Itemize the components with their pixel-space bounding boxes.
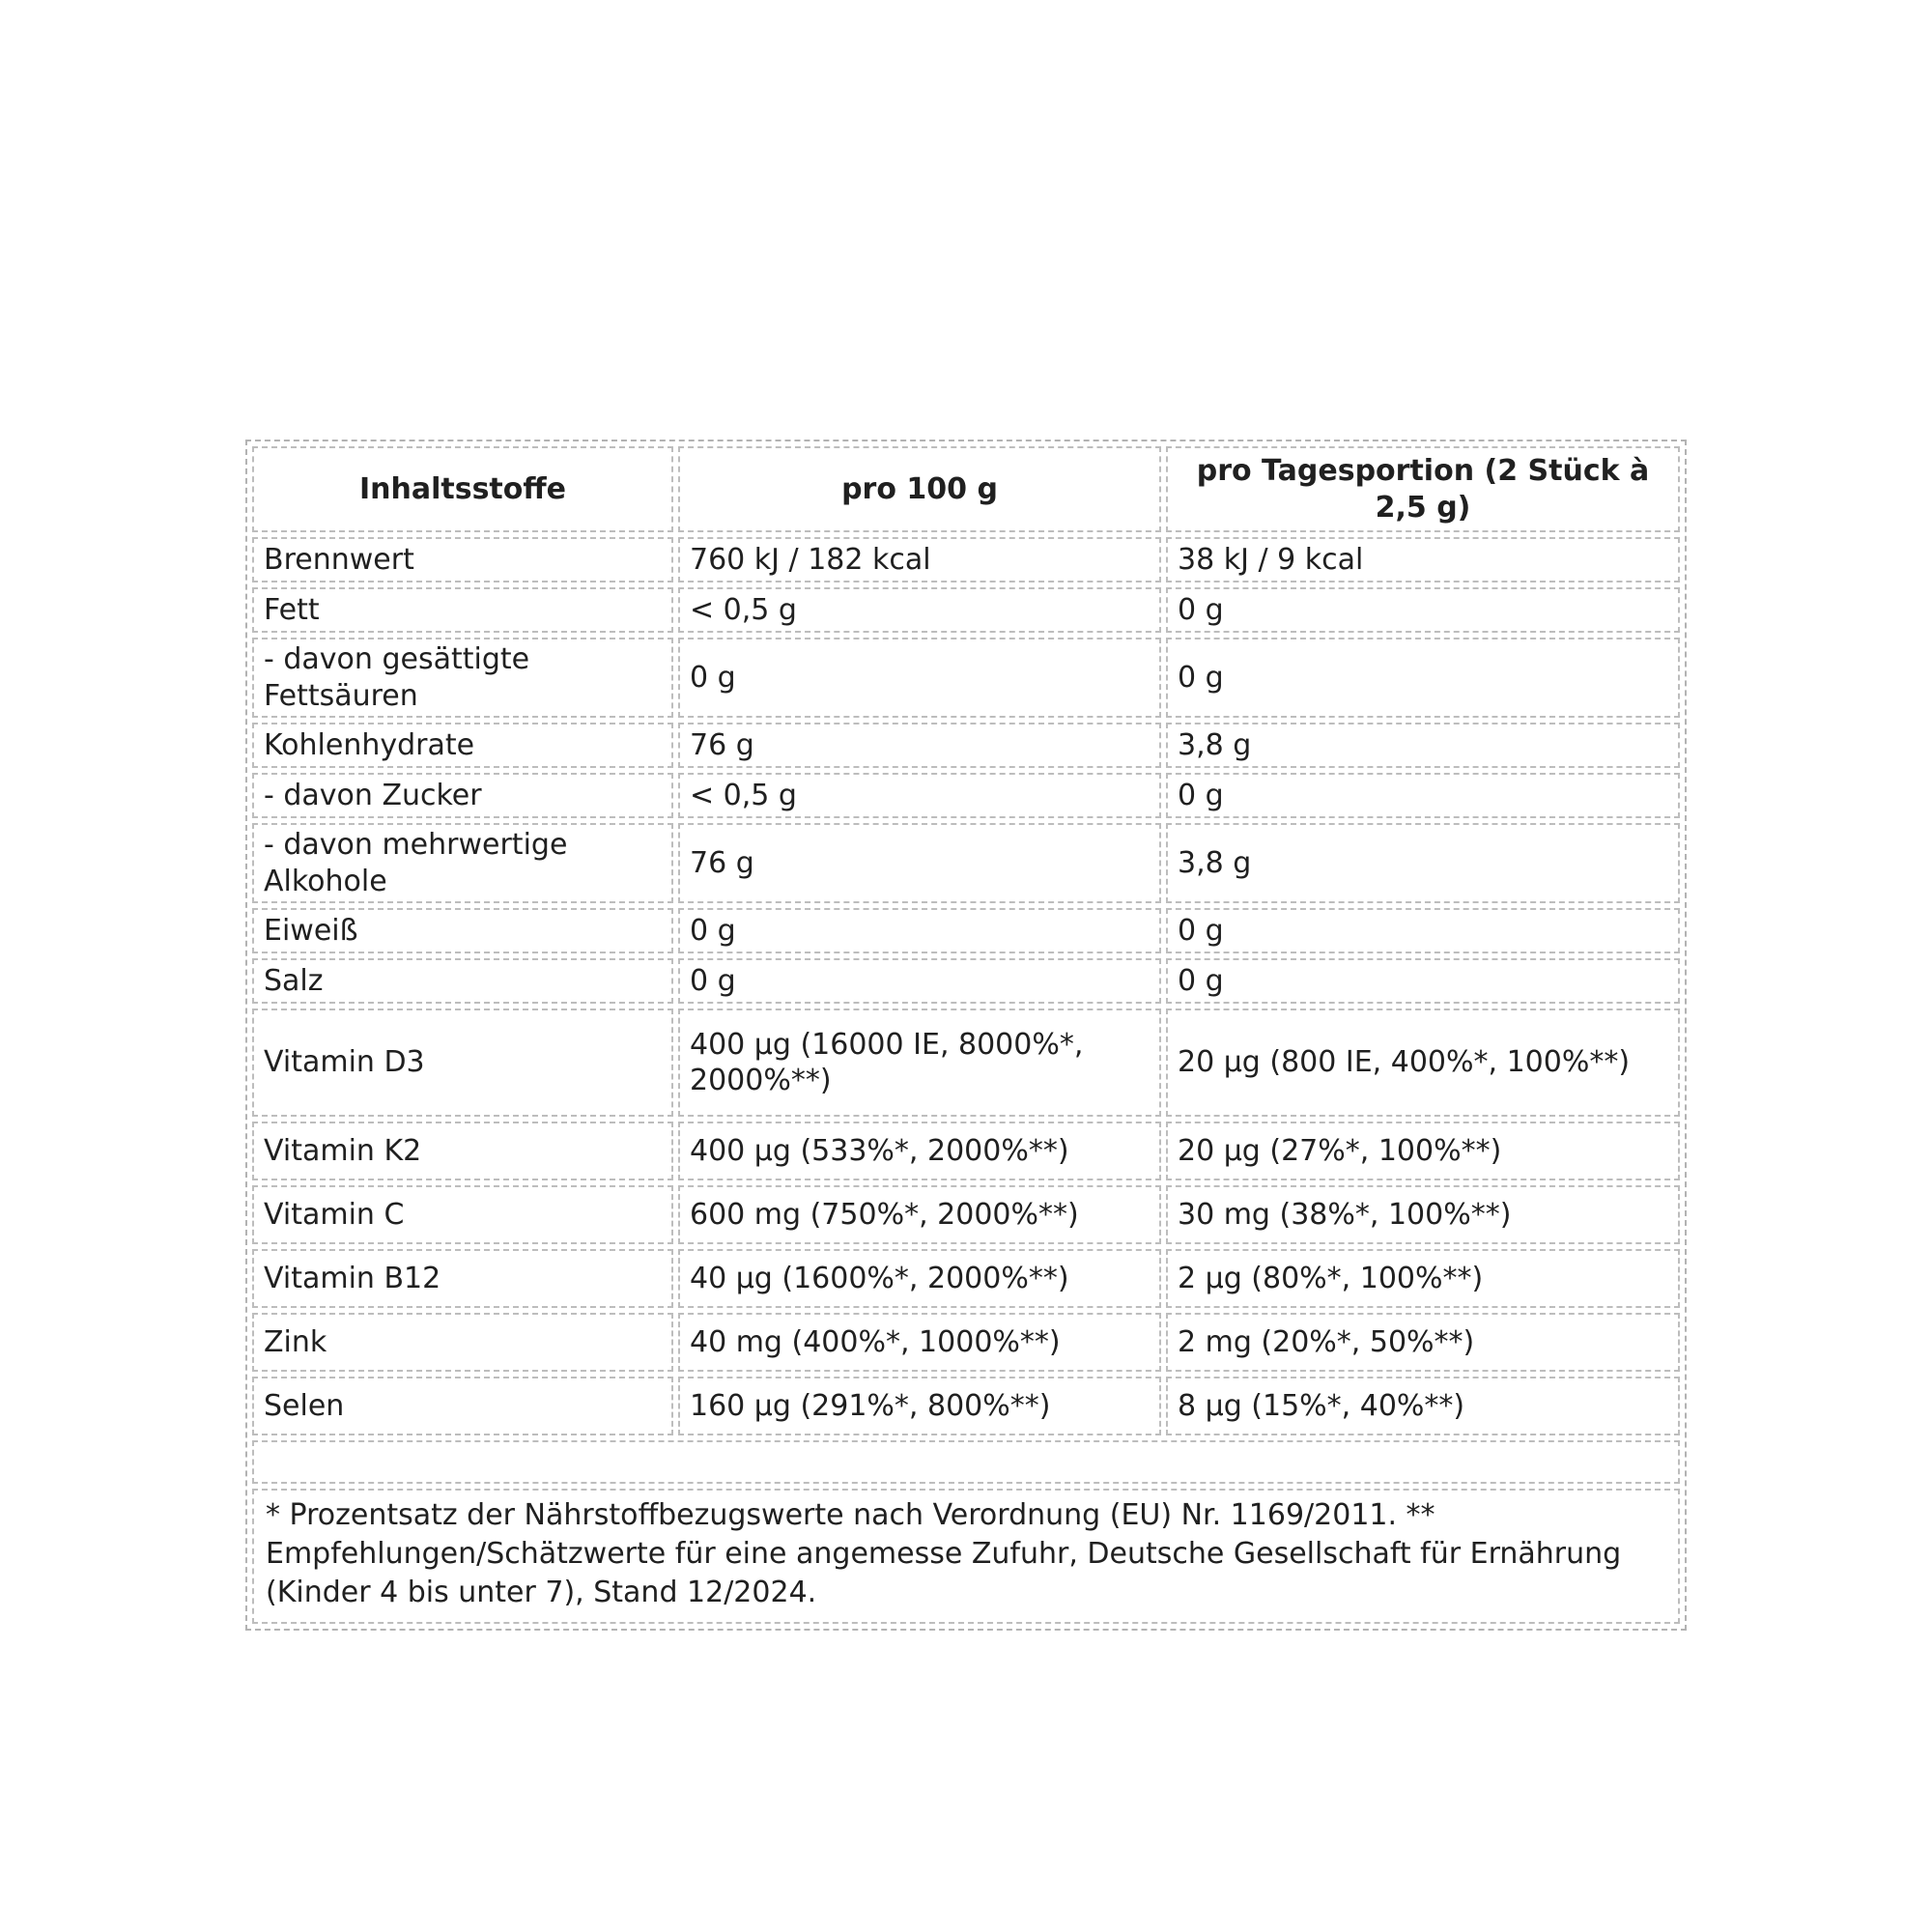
nutrient-label-cell: - davon mehrwertige Alkohole [252,823,673,903]
spacer-row [252,1440,1680,1484]
table-row [252,1185,1680,1244]
header-row [252,446,1680,532]
nutrient-label-cell: Vitamin K2 [252,1122,673,1180]
per-portion-cell: 8 µg (15%*, 40%**) [1166,1377,1680,1435]
per-portion-cell: 0 g [1166,638,1680,718]
per-100g-cell: < 0,5 g [678,587,1161,633]
per-portion-cell: 0 g [1166,958,1680,1004]
nutrient-label-cell: Eiweiß [252,908,673,953]
table-row [252,1377,1680,1435]
table-row [252,638,1680,718]
per-portion-cell: 2 mg (20%*, 50%**) [1166,1313,1680,1372]
per-portion-cell: 0 g [1166,773,1680,818]
table-row [252,723,1680,768]
per-100g-cell: 0 g [678,638,1161,718]
table-row [252,1122,1680,1180]
per-100g-cell: 400 µg (16000 IE, 8000%*, 2000%**) [678,1009,1161,1117]
per-100g-cell: 400 µg (533%*, 2000%**) [678,1122,1161,1180]
nutrient-label-cell: Brennwert [252,537,673,582]
per-100g-cell: 76 g [678,823,1161,903]
per-100g-cell: 0 g [678,958,1161,1004]
nutrient-label-cell: Salz [252,958,673,1004]
column-header-pro-100g: pro 100 g [678,446,1161,532]
table-row [252,587,1680,633]
per-100g-cell: 760 kJ / 182 kcal [678,537,1161,582]
nutrient-label-cell: Fett [252,587,673,633]
footnote-line: Empfehlungen/Schätzwerte für eine angemesse Zufuhr, Deutsche Gesellschaft für Ernährung [266,1537,1622,1571]
per-portion-cell: 3,8 g [1166,823,1680,903]
per-100g-cell: < 0,5 g [678,773,1161,818]
per-portion-cell: 2 µg (80%*, 100%**) [1166,1249,1680,1308]
table-row [252,1009,1680,1117]
nutrient-label-cell: Selen [252,1377,673,1435]
column-header-pro-tagesportion: pro Tagesportion (2 Stück à 2,5 g) [1166,446,1680,532]
footnote-row [252,1489,1680,1624]
table-row [252,773,1680,818]
table-row [252,1313,1680,1372]
per-100g-cell: 40 µg (1600%*, 2000%**) [678,1249,1161,1308]
nutrient-label-cell: Vitamin B12 [252,1249,673,1308]
table-row [252,958,1680,1004]
footnote-cell [252,1489,1680,1624]
nutrient-label-cell: Vitamin D3 [252,1009,673,1117]
nutrient-label-cell: Zink [252,1313,673,1372]
table-row [252,1249,1680,1308]
per-100g-cell: 0 g [678,908,1161,953]
per-portion-cell: 20 µg (27%*, 100%**) [1166,1122,1680,1180]
per-portion-cell: 0 g [1166,587,1680,633]
table-row [252,537,1680,582]
spacer-cell [252,1440,1680,1484]
table-row [252,908,1680,953]
nutrient-label-cell: Kohlenhydrate [252,723,673,768]
footnote-line: (Kinder 4 bis unter 7), Stand 12/2024. [266,1576,817,1609]
per-100g-cell: 40 mg (400%*, 1000%**) [678,1313,1161,1372]
per-100g-cell: 160 µg (291%*, 800%**) [678,1377,1161,1435]
nutrient-label-cell: Vitamin C [252,1185,673,1244]
per-portion-cell: 30 mg (38%*, 100%**) [1166,1185,1680,1244]
column-header-inhaltsstoffe: Inhaltsstoffe [252,446,673,532]
nutrient-label-cell: - davon gesättigte Fettsäuren [252,638,673,718]
per-100g-cell: 76 g [678,723,1161,768]
nutrition-table [245,440,1687,1631]
per-portion-cell: 0 g [1166,908,1680,953]
per-100g-cell: 600 mg (750%*, 2000%**) [678,1185,1161,1244]
table-row [252,823,1680,903]
per-portion-cell: 3,8 g [1166,723,1680,768]
footnote-line: * Prozentsatz der Nährstoffbezugswerte nach Verordnung (EU) Nr. 1169/2011. ** [266,1498,1435,1532]
nutrient-label-cell: - davon Zucker [252,773,673,818]
per-portion-cell: 38 kJ / 9 kcal [1166,537,1680,582]
per-portion-cell: 20 µg (800 IE, 400%*, 100%**) [1166,1009,1680,1117]
